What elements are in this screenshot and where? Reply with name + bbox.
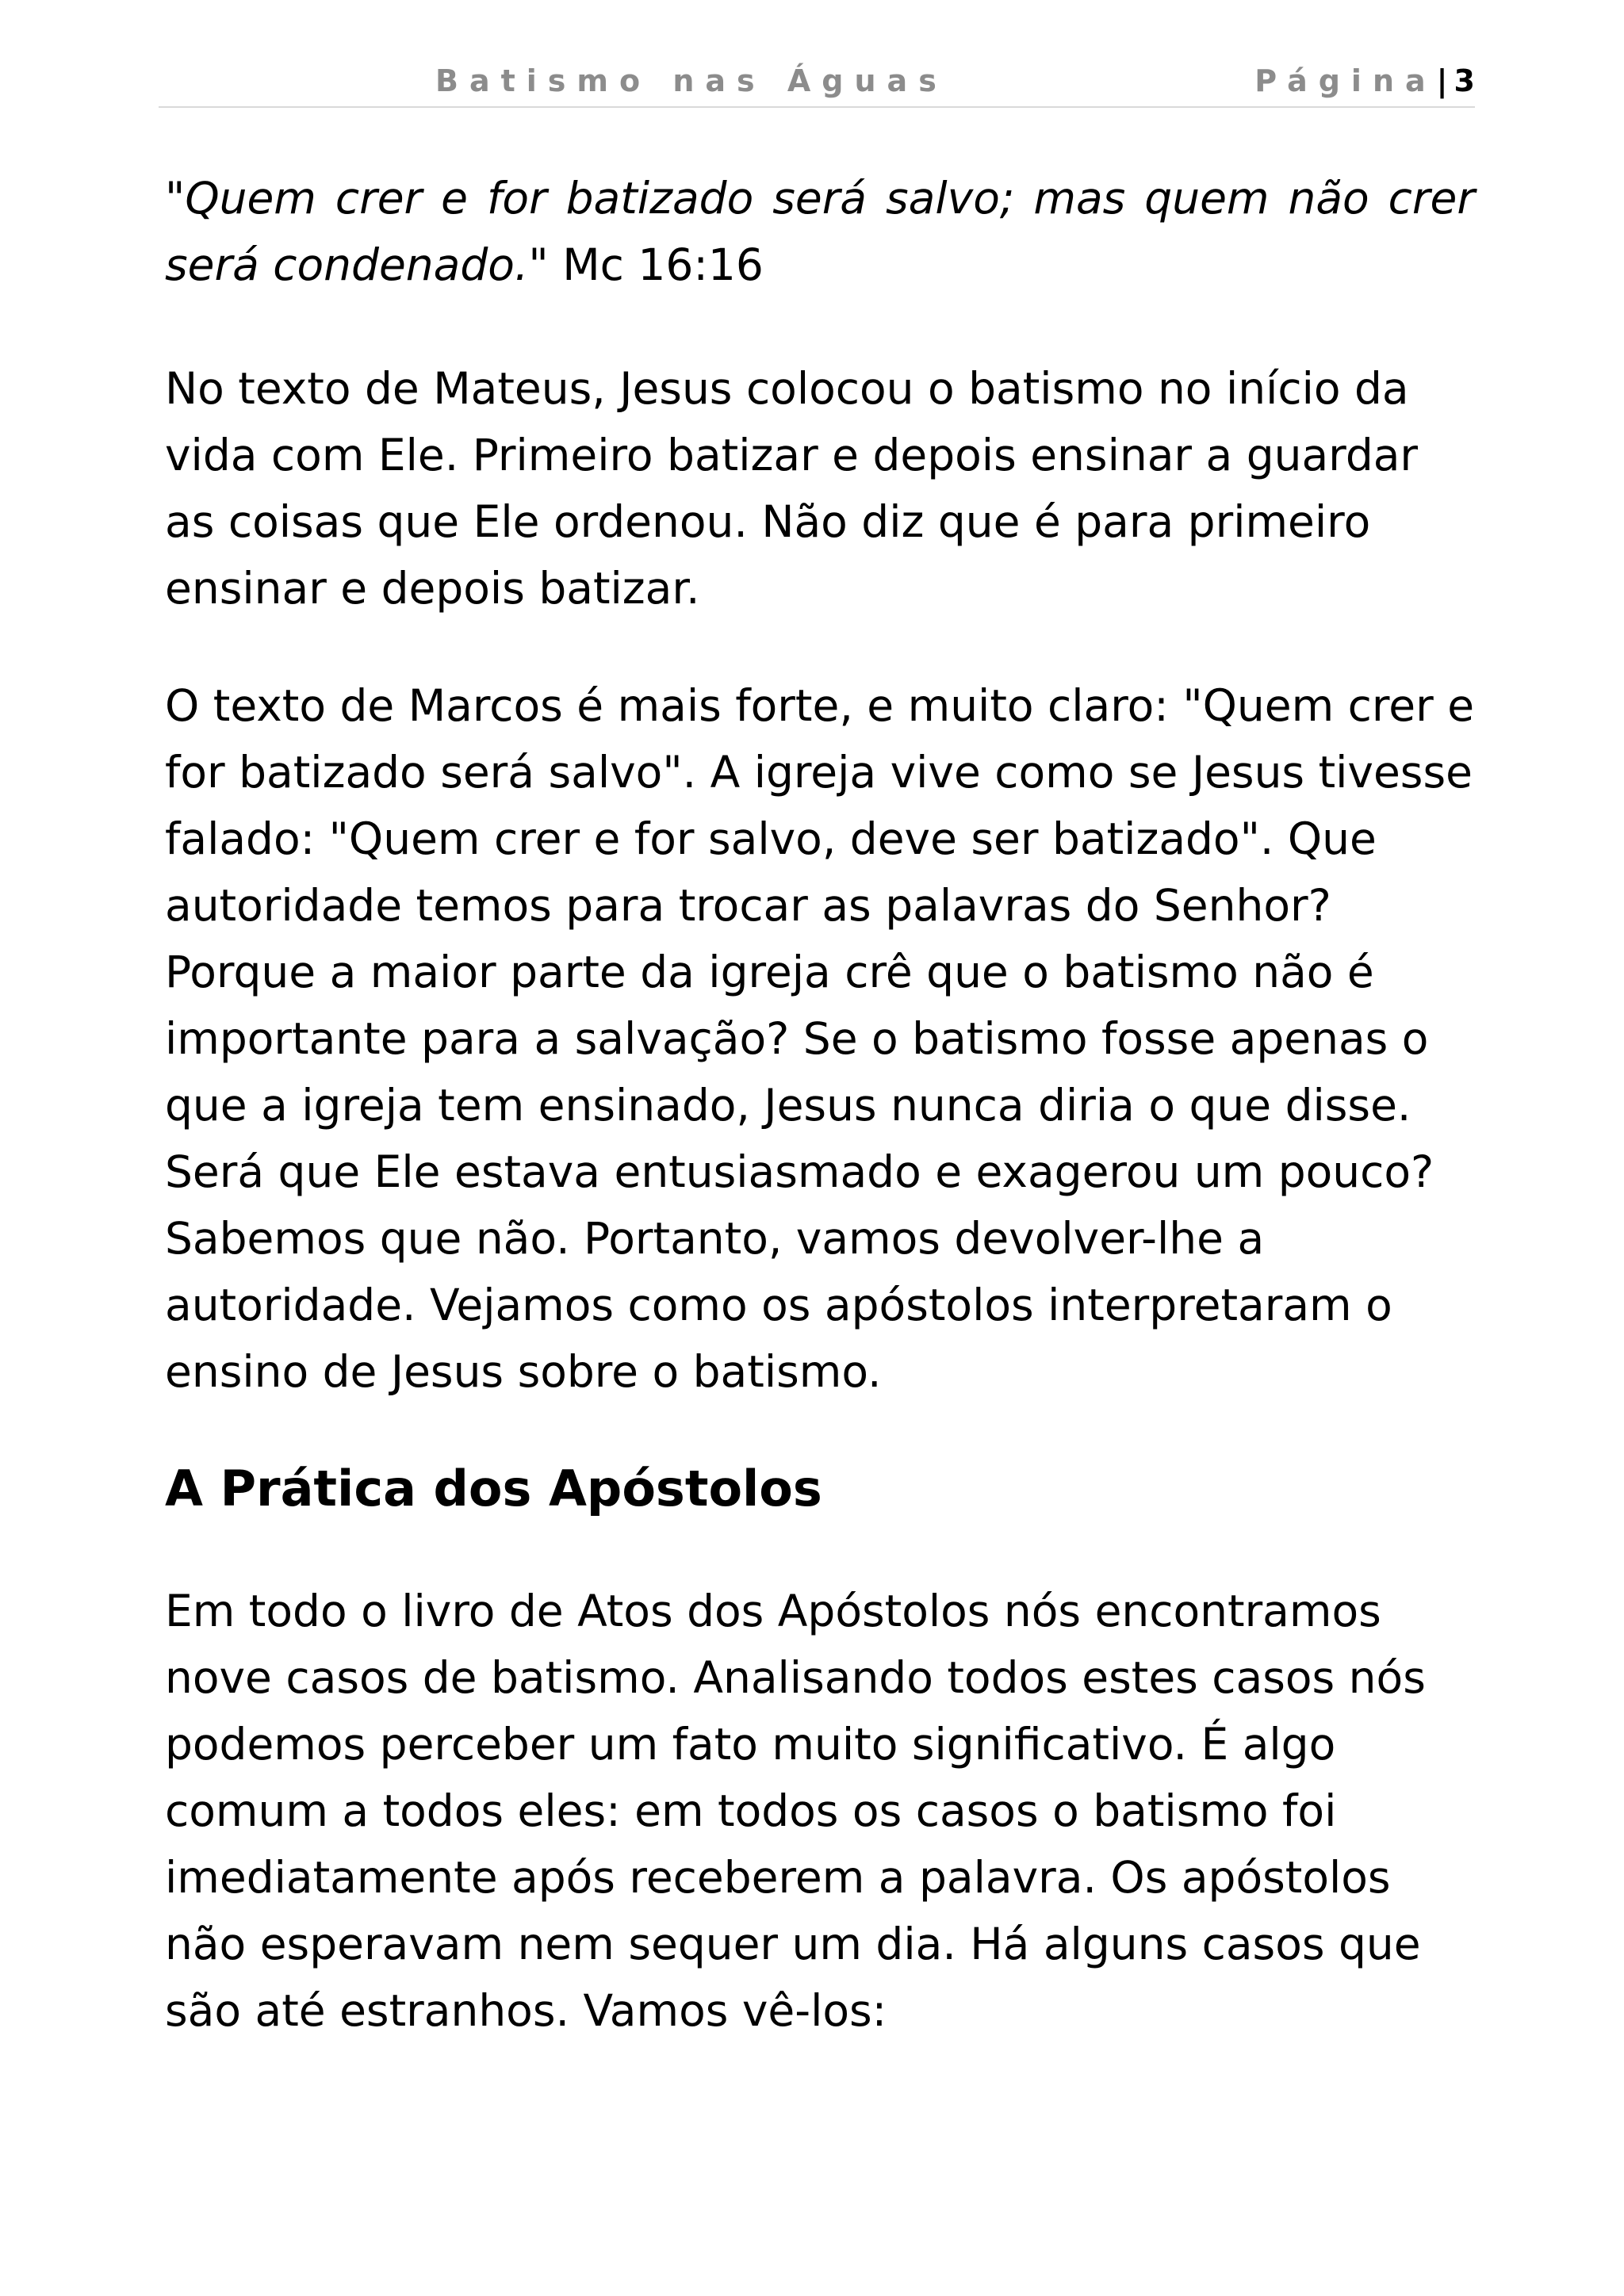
paragraph-atos: Em todo o livro de Atos dos Apóstolos nós encontramos nove casos de batismo. Analisando todos estes casos nós podemos perceber um fato muito significativo. É algo comum a todos eles: em todos os casos o batismo foi imediatamente após receberem a palavra. Os apóstolos não esperavam nem sequer um dia. Há alguns casos que são até estranhos. Vamos vê-los:	[165, 1586, 1426, 2036]
quote-reference: Mc 16:16	[548, 239, 764, 290]
header-page-indicator	[1254, 63, 1475, 98]
header-page-number: 3	[1454, 63, 1475, 98]
bible-quote	[165, 165, 1475, 298]
paragraph-marcos: O texto de Marcos é mais forte, e muito claro: "Quem crer e for batizado será salvo". A igreja vive como se Jesus tivesse falado: "Quem crer e for salvo, deve ser batizado". Que autoridade temos para trocar as palavras do Senhor? Porque a maior parte da igreja crê que o batismo não é importante para a salvação? Se o batismo fosse apenas o que a igreja tem ensinado, Jesus nunca diria o que disse. Será que Ele estava entusiasmado e exagerou um pouco? Sabemos que não. Portanto, vamos devolver-lhe a autoridade. Vejamos como os apóstolos interpretaram o ensino de Jesus sobre o batismo.	[165, 680, 1475, 1397]
page-header	[159, 60, 1475, 108]
quote-open-mark: "	[165, 173, 186, 224]
quote-text: Quem crer e for batizado será salvo; mas quem não crer será condenado.	[165, 173, 1475, 290]
header-title: Batismo nas Águas	[435, 63, 948, 98]
quote-close-mark: "	[528, 239, 549, 290]
paragraph-mateus: No texto de Mateus, Jesus colocou o batismo no início da vida com Ele. Primeiro batizar e depois ensinar a guardar as coisas que Ele ordenou. Não diz que é para primeiro ensinar e depois batizar.	[165, 363, 1419, 614]
section-heading: A Prática dos Apóstolos	[165, 1460, 822, 1517]
header-page-label: Página	[1254, 63, 1437, 98]
header-separator: |	[1436, 63, 1448, 98]
